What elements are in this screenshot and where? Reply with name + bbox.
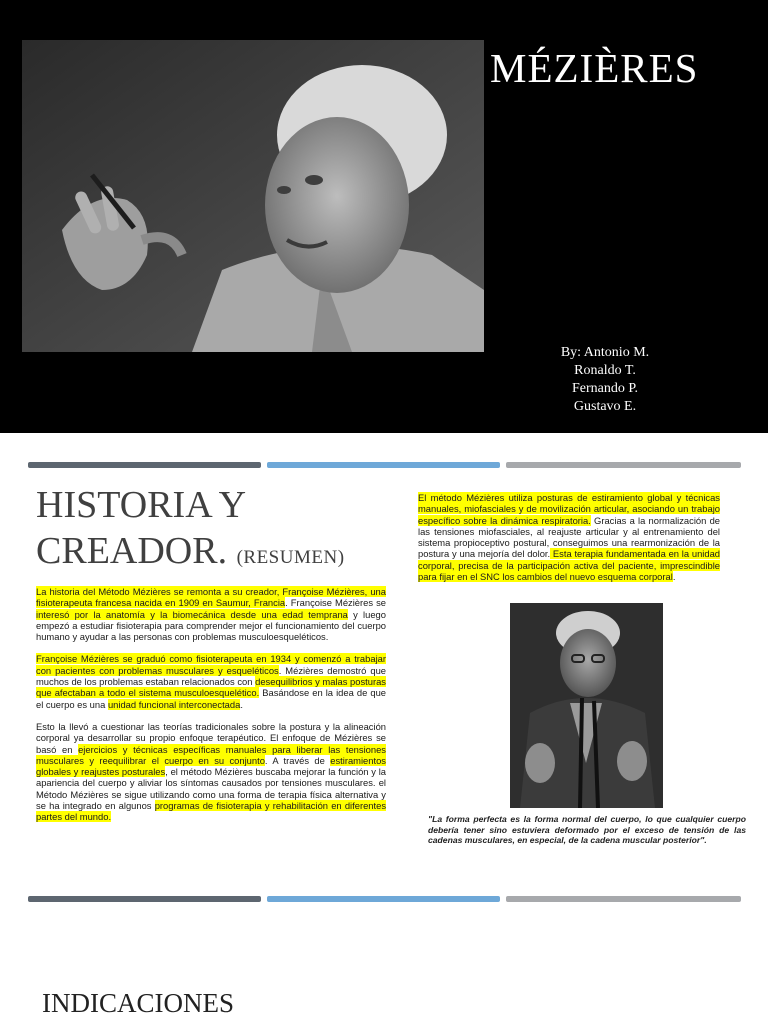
- highlighted-text: Esta terapia fundamentada en la unidad corporal, precisa de la participación activa del paciente, imprescindible para fijar en el SNC los cambios del nuevo esquema corporal: [418, 548, 721, 583]
- speaker-photo: [510, 603, 663, 808]
- body-text: Gracias a la normalización de las tensiones miofasciales, al reajuste articular y al entrenamiento del sistema propioceptivo postural, conseguimos una rearmonización de la postura y una mejoría del dolor.: [418, 514, 720, 560]
- title-slide: [0, 0, 768, 433]
- divider-bar-gray: [506, 462, 741, 468]
- body-text: . A través de: [264, 754, 331, 766]
- history-paragraph-2: [36, 653, 386, 709]
- body-text: .: [240, 698, 243, 710]
- indications-heading: INDICACIONES: [42, 988, 234, 1018]
- author-line: Gustavo E.: [573, 399, 637, 414]
- highlighted-text: unidad funcional interconectada: [107, 698, 241, 710]
- main-title: MÉZIÈRES: [490, 45, 699, 91]
- divider-bar-dark: [28, 896, 261, 902]
- body-text: Esto la llevó a cuestionar las teorías tradicionales sobre la postura y la alineación corporal ya desarrollar su propio enfoque terapéutico. El enfoque de Mézières se basó en: [36, 720, 386, 755]
- divider-bar-blue: [267, 462, 500, 468]
- heading-line-2: CREADOR.: [36, 530, 228, 572]
- body-text: y luego empezó a estudiar fisioterapia para comprender mejor el funcionamiento del cuerpo humano y ayudar a las personas con problemas musculoesqueléticos.: [36, 608, 386, 643]
- author-line: Fernando P.: [571, 381, 639, 396]
- body-text: .: [672, 571, 676, 583]
- body-text: , el método Mézières buscaba mejorar la función y la apariencia del cuerpo y aliviar los síntomas causados por tensiones musculares. el Método Mézières se sigue utilizando como una forma de terapia física alternativa y se ha integrado en algunos: [36, 766, 386, 812]
- quote-text: "La forma perfecta es la forma normal del cuerpo, lo que cualquier cuerpo debería tener sino estuviera deformado por el exceso de tensión de las cadenas musculares, en especial, de la cadena muscular posterior".: [428, 814, 746, 846]
- highlighted-text: Françoise Mézières se graduó como fisioterapeuta en 1934 y comenzó a trabajar con pacientes con problemas musculares y esqueléticos: [36, 653, 386, 676]
- heading-line-1: HISTORIA Y: [36, 484, 247, 526]
- highlighted-text: La historia del Método Mézières se remonta a su creador, Françoise Mézières, una fisioterapeuta francesa nacida en 1909 en Saumur, Francia: [36, 586, 386, 609]
- history-right-column: [418, 492, 720, 582]
- authors-block: [540, 344, 670, 416]
- heading-note: (RESUMEN): [236, 547, 345, 568]
- history-heading: [36, 482, 345, 581]
- history-paragraph-3: [36, 721, 386, 823]
- body-text: . Françoise Mézières se: [285, 597, 386, 609]
- highlighted-text: El método Mézières utiliza posturas de estiramiento global y técnicas manuales, miofasciales y de movilización articular, asociando un trabajo específico sobre la dinámica respiratoria.: [418, 492, 720, 526]
- body-text: Basándose en la idea de que el cuerpo es una: [36, 687, 387, 710]
- highlighted-text: programas de fisioterapia y rehabilitación en diferentes partes del mundo.: [36, 800, 387, 823]
- divider-bar-gray: [506, 896, 741, 902]
- author-line: By: Antonio M.: [560, 345, 650, 360]
- highlighted-text: ejercicios y técnicas específicas manuales para liberar las tensiones musculares y reequilibrar el cuerpo en su conjunto: [36, 743, 386, 766]
- highlighted-text: estiramientos globales y reajustes posturales: [36, 754, 386, 778]
- highlighted-text: interesó por la anatomía y la biomecánica desde una edad temprana: [36, 608, 348, 620]
- body-text: . Mézières demostró que muchos de los problemas estaban relacionados con: [36, 664, 386, 688]
- author-line: Ronaldo T.: [574, 363, 636, 378]
- divider-bar-blue: [267, 896, 500, 902]
- portrait-photo: [22, 40, 484, 352]
- highlighted-text: desequilibrios y malas posturas que afectaban a todo el sistema musculoesquelético.: [36, 676, 386, 699]
- history-paragraph-1: [36, 586, 386, 642]
- divider-bar-dark: [28, 462, 261, 468]
- history-left-column: [36, 586, 386, 834]
